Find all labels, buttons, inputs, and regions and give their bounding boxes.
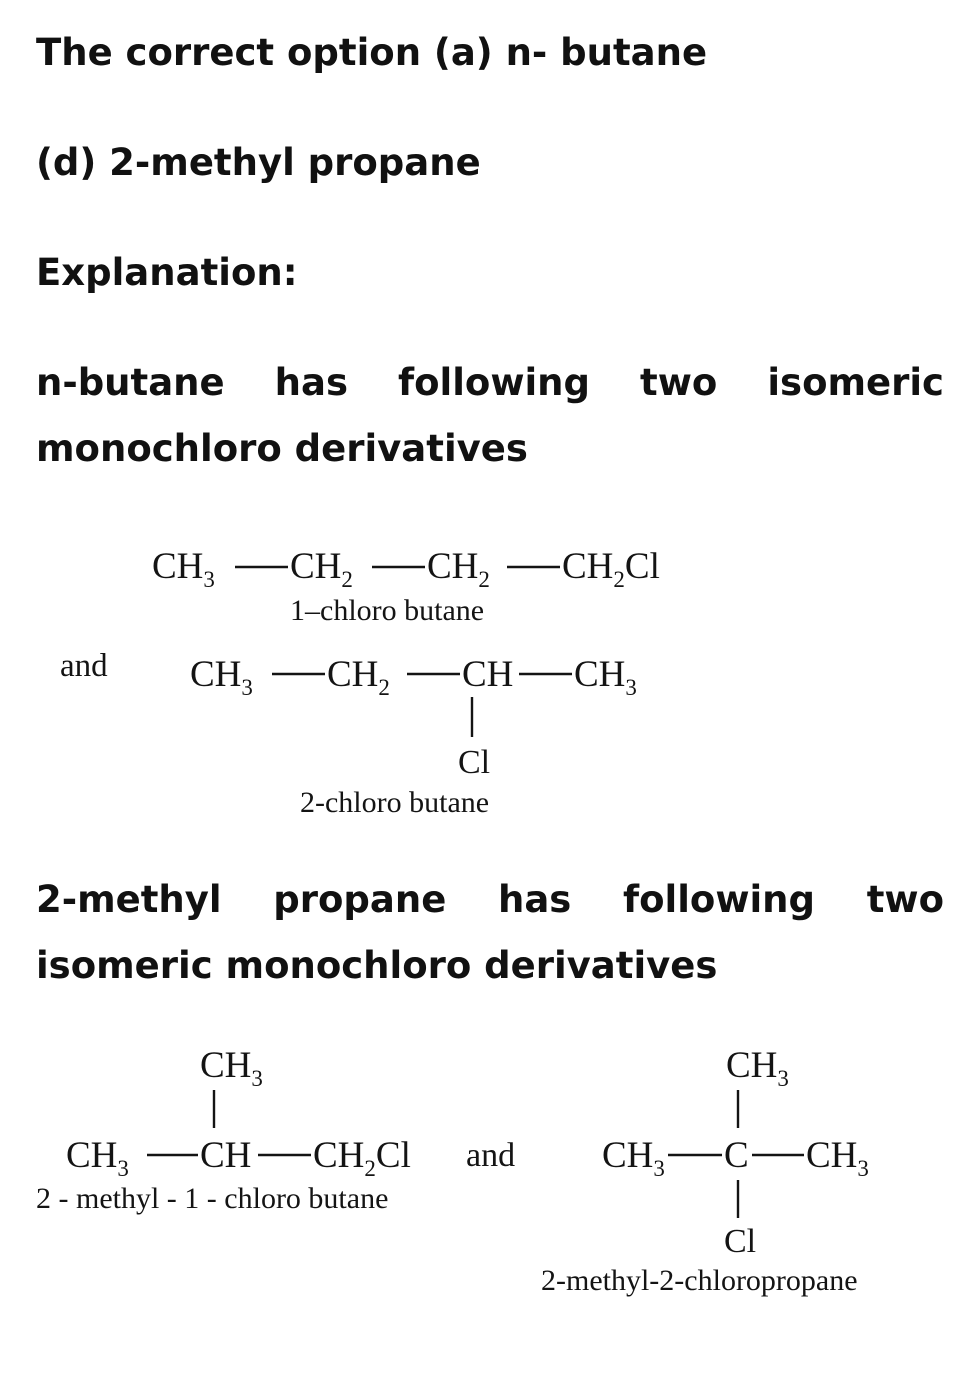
subscript: 3 — [251, 1066, 263, 1091]
atom-group: CH — [726, 1045, 778, 1086]
subscript: 3 — [203, 567, 215, 592]
atom-group: Cl — [724, 1223, 757, 1260]
structure-1-chlorobutane — [152, 546, 660, 627]
atom-group: C — [724, 1135, 749, 1176]
atom-group: Cl — [458, 744, 491, 781]
svg-text:CH3 — [152, 546, 215, 592]
answer-line-2: (d) 2-methyl propane — [36, 141, 481, 184]
atom-group: CH — [327, 654, 379, 695]
atom-group: CH — [200, 1045, 252, 1086]
explanation-heading: Explanation: — [36, 251, 298, 294]
svg-text:CH2Cl — [313, 1135, 411, 1181]
subscript: 3 — [241, 675, 253, 700]
atom-group: Cl — [375, 1135, 411, 1176]
subscript: 3 — [653, 1156, 665, 1181]
atom-group: CH — [66, 1135, 118, 1176]
atom-group: CH — [462, 654, 514, 695]
subscript: 3 — [777, 1066, 789, 1091]
atom-group: CH — [562, 546, 614, 587]
atom-group: CH — [313, 1135, 365, 1176]
section2-line-1: 2-methyl propane has following two — [36, 878, 944, 921]
compound-name: 2 - methyl - 1 - chloro butane — [36, 1182, 389, 1215]
subscript: 2 — [364, 1156, 376, 1181]
atom-group: CH — [806, 1135, 858, 1176]
connector-and: and — [60, 648, 108, 684]
atom-group: CH — [290, 546, 342, 587]
atom-group: CH — [190, 654, 242, 695]
svg-text:CH3 — [200, 1045, 263, 1091]
structure-2-methyl-1-chlorobutane — [36, 1045, 411, 1215]
compound-name: 1–chloro butane — [290, 594, 485, 627]
svg-text:CH3 — [574, 654, 637, 700]
subscript: 2 — [378, 675, 390, 700]
svg-text:CH2 — [327, 654, 390, 700]
subscript: 3 — [857, 1156, 869, 1181]
section1-line-1: n-butane has following two isomeric — [36, 361, 944, 404]
svg-text:CH2 — [290, 546, 353, 592]
answer-line-1: The correct option (a) n- butane — [36, 31, 708, 74]
atom-group: CH — [200, 1135, 252, 1176]
atom-group: CH — [574, 654, 626, 695]
atom-group: Cl — [624, 546, 660, 587]
subscript: 3 — [117, 1156, 129, 1181]
section2-line-2: isomeric monochloro derivatives — [36, 944, 718, 987]
subscript: 2 — [613, 567, 625, 592]
atom-group: CH — [152, 546, 204, 587]
svg-text:CH3 — [726, 1045, 789, 1091]
section1-line-2: monochloro derivatives — [36, 427, 528, 470]
svg-text:CH3 — [190, 654, 253, 700]
svg-text:CH2 — [427, 546, 490, 592]
structure-2-chlorobutane — [190, 654, 637, 819]
atom-group: CH — [602, 1135, 654, 1176]
svg-text:CH3 — [806, 1135, 869, 1181]
structure-2-methyl-2-chloropropane — [541, 1045, 869, 1297]
compound-name: 2-chloro butane — [300, 786, 490, 819]
compound-name: 2-methyl-2-chloropropane — [541, 1264, 858, 1297]
connector-and: and — [466, 1137, 516, 1174]
atom-group: CH — [427, 546, 479, 587]
svg-text:CH3 — [66, 1135, 129, 1181]
subscript: 2 — [341, 567, 353, 592]
subscript: 2 — [478, 567, 490, 592]
subscript: 3 — [625, 675, 637, 700]
svg-text:CH2Cl — [562, 546, 660, 592]
svg-text:CH3 — [602, 1135, 665, 1181]
